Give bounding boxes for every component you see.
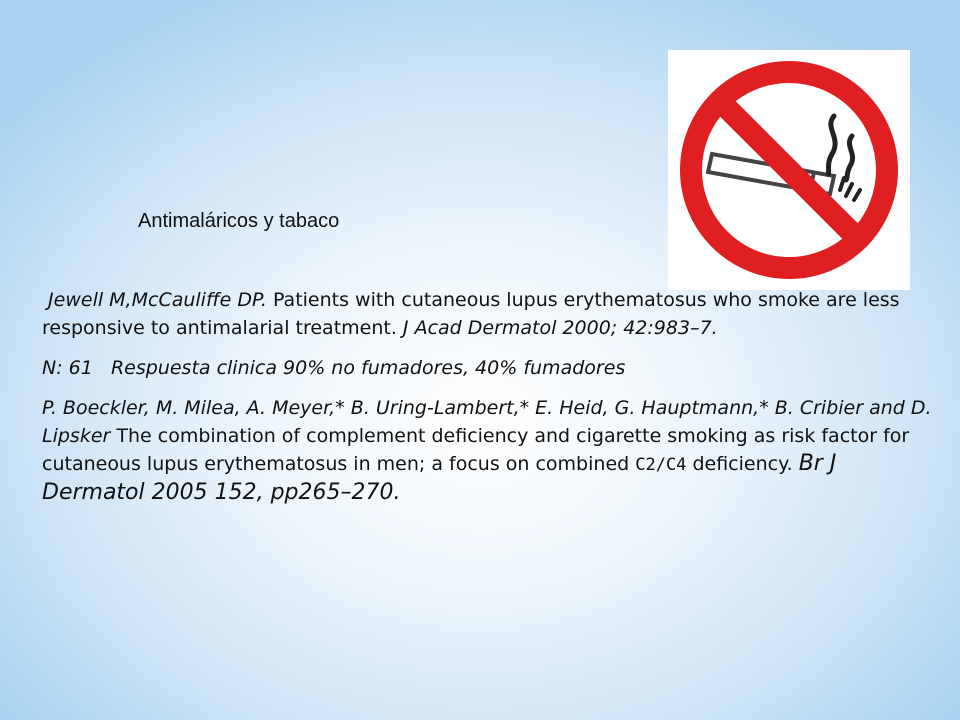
ref1-title: Patients with cutaneous lupus erythematosus who smoke are less responsive to antimalarial treatment. [42, 289, 900, 339]
ref1-authors: Jewell M,McCauliffe DP. [48, 289, 267, 311]
finding-response: Respuesta clinica 90% no fumadores, 40% fumadores [110, 357, 626, 379]
ref1-journal: J Acad Dermatol 2000; 42:983–7. [402, 317, 718, 339]
ref2-code: C2/C4 [635, 455, 687, 475]
reference-2 [42, 394, 942, 507]
finding-n: N: 61 [42, 357, 93, 379]
slide-title: Antimaláricos y tabaco [138, 210, 340, 232]
no-smoking-icon [668, 50, 910, 290]
reference-1 [42, 286, 942, 342]
ref2-journal: Br J Dermatol 2005 152, pp265–270. [42, 451, 837, 505]
ref2-authors: P. Boeckler, M. Milea, A. Meyer,* B. Uring-Lambert,* E. Heid, G. Hauptmann,* B. Cribier and D. Lipsker [42, 397, 932, 447]
ref2-title-part2: deficiency. [686, 453, 799, 475]
references-body [42, 286, 942, 519]
finding-line [42, 354, 942, 382]
ref2-title-part1: The combination of complement deficiency and cigarette smoking as risk factor for cutaneous lupus erythematosus in men; a focus on combined [42, 425, 910, 475]
no-smoking-image [668, 50, 910, 290]
